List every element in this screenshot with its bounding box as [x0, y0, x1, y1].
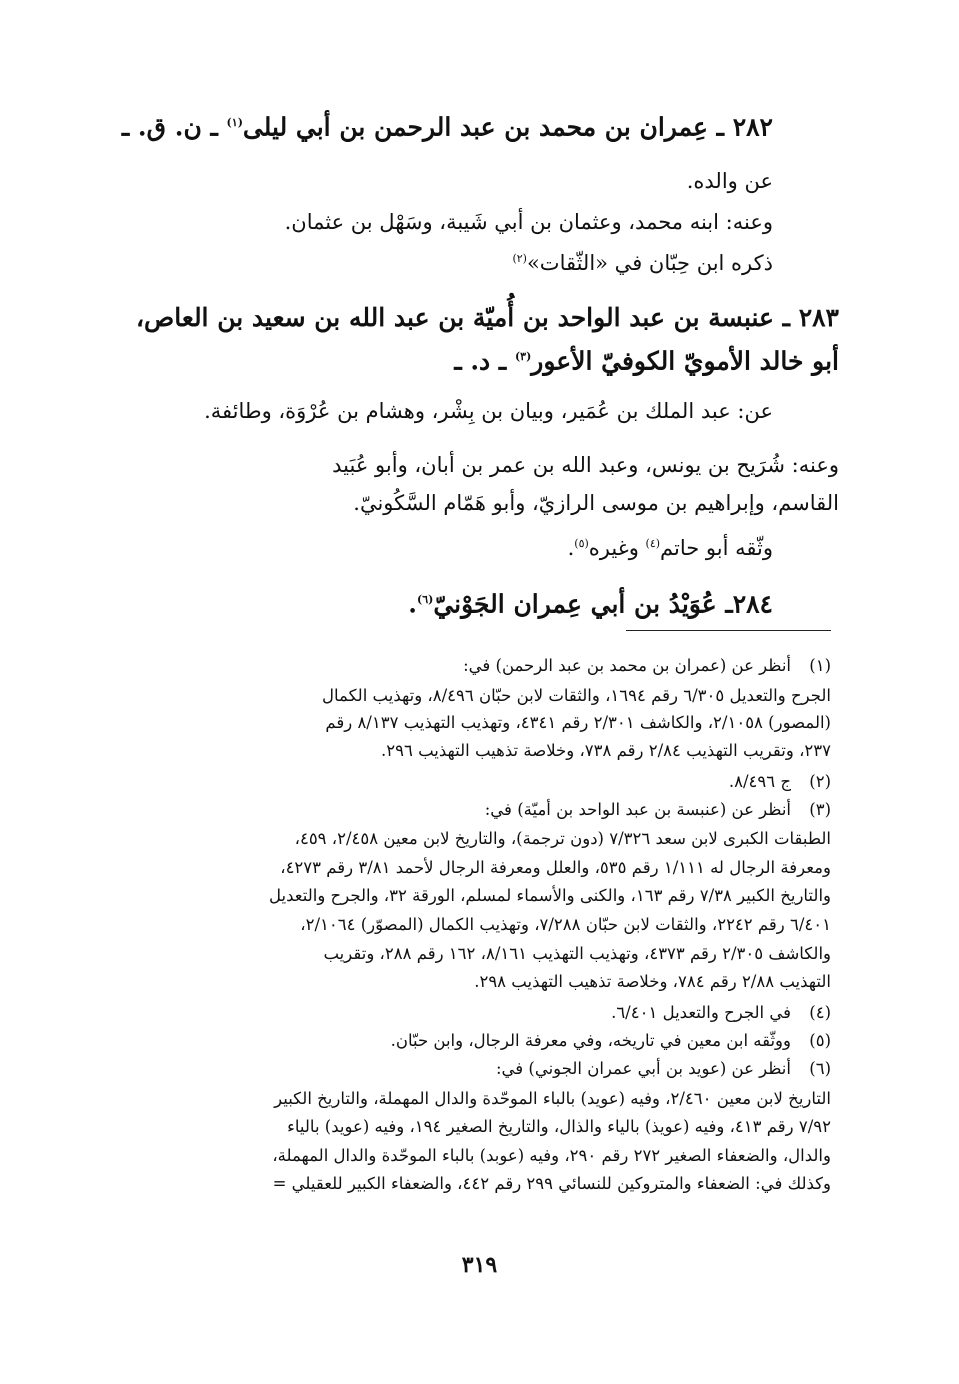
entry-283-line: وثّقه أبو حاتم$^{(٤)}$ وغيره$^{(٥)}$.	[567, 536, 773, 560]
entry-284-title: ٢٨٤ـ عُوَيْدُ بن أبي عِمران الجَوْنيّ$^{(٦)}$.	[408, 589, 773, 619]
footnote-line: الطبقات الكبرى لابن سعد ٧/٣٢٦ (دون ترجمة)، والتاريخ لابن معين ٢/٤٥٨، ٤٥٩،	[294, 829, 831, 848]
entry-283-title-line1: ٢٨٣ ـ عنبسة بن عبد الواحد بن أُميّة بن عبد الله بن سعيد بن العاص،	[135, 303, 839, 332]
footnote-6: (٦)أنظر عن (عويد بن أبي عمران الجوني) في:	[495, 1059, 831, 1078]
footnote-ref: (٤)	[645, 537, 661, 550]
footnote-2: (٢)ج ٨/٤٩٦.	[728, 772, 831, 791]
entry-282-title: ٢٨٢ ـ عِمران بن محمد بن عبد الرحمن بن أبي ليلى$^{(١)}$ ـ ن. ق. ـ	[121, 112, 773, 142]
footnote-4: (٤)في الجرح والتعديل ٦/٤٠١.	[611, 1003, 831, 1022]
footnote-line: الجرح والتعديل ٦/٣٠٥ رقم ١٦٩٤، والثقات لابن حبّان ٨/٤٩٦، وتهذيب الكمال	[322, 686, 831, 705]
footnote-line: ٧/٩٢ رقم ٤١٣، وفيه (عويذ) بالياء والذال، والتاريخ الصغير ١٩٤، وفيه (عويد) بالياء	[287, 1117, 831, 1136]
footnote-line: والدال، والضعفاء الصغير ٢٧٢ رقم ٢٩٠، وفيه (عوبد) بالباء الموحّدة والدال المهملة،	[272, 1146, 831, 1165]
footnote-ref: (٣)	[514, 350, 532, 363]
footnote-line: والكاشف ٢/٣٠٥ رقم ٤٣٧٣، وتهذيب التهذيب ٨/١٦١، ١٦٢ رقم ٢٨٨، وتقريب	[323, 944, 831, 963]
entry-283-line: عن: عبد الملك بن عُمَير، وبيان بن بِشْر، وهشام بن عُرْوَة، وطائفة.	[204, 399, 773, 423]
footnote-ref: (٢)	[512, 252, 527, 265]
footnote-ref: (٦)	[416, 593, 434, 606]
footnote-line: ٢٣٧، وتقريب التهذيب ٢/٨٤ رقم ٧٣٨، وخلاصة تذهيب التهذيب ٢٩٦.	[380, 741, 831, 760]
entry-282-line: وعنه: ابنه محمد، وعثمان بن أبي شَيبة، وسَهْل بن عثمان.	[284, 210, 773, 234]
footnote-separator	[626, 630, 831, 631]
entry-283-line: القاسم، وإبراهيم بن موسى الرازيّ، وأبو هَمّام السَّكُونيّ.	[353, 491, 839, 515]
footnote-line: التهذيب ٢/٨٨ رقم ٧٨٤، وخلاصة تذهيب التهذيب ٢٩٨.	[474, 972, 831, 991]
page-number: ٣١٩	[461, 1252, 498, 1278]
footnote-ref: (٥)	[574, 537, 589, 550]
footnote-ref: (١)	[226, 116, 243, 129]
entry-283-line: وعنه: شُرَيح بن يونس، وعبد الله بن عمر بن أبان، وأبو عُبَيد	[332, 453, 839, 477]
footnote-line: ومعرفة الرجال له ١/١١١ رقم ٥٣٥، والعلل ومعرفة الرجال لأحمد ٣/٨١ رقم ٤٢٧٣،	[280, 858, 831, 877]
footnote-3: (٣)أنظر عن (عنبسة بن عبد الواحد بن أميّة) في:	[484, 800, 831, 819]
entry-282-line: عن والده.	[686, 169, 773, 193]
footnote-line: التاريخ لابن معين ٢/٤٦٠، وفيه (عويد) بالباء الموحّدة والدال المهملة، والتاريخ الكبير	[274, 1089, 831, 1108]
entry-283-title-line2: أبو خالد الأمويّ الكوفيّ الأعور$^{(٣)}$ ـ د. ـ	[454, 346, 839, 376]
footnote-line: ٦/٤٠١ رقم ٢٢٤٢، والثقات لابن حبّان ٧/٢٨٨، وتهذيب الكمال (المصوّر) ٢/١٠٦٤،	[300, 915, 831, 934]
footnote-line: والتاريخ الكبير ٧/٣٨ رقم ١٦٣، والكنى والأسماء لمسلم، الورقة ٣٢، والجرح والتعديل	[269, 886, 831, 905]
entry-282-line: ذكره ابن حِبّان في «الثّقات»$^{(٢)}$	[512, 251, 773, 275]
footnote-line: وكذلك في: الضعفاء والمتروكين للنسائي ٢٩٩ رقم ٤٤٢، والضعفاء الكبير للعقيلي =	[272, 1174, 831, 1193]
footnote-1: (١)أنظر عن (عمران بن محمد بن عبد الرحمن) في:	[463, 656, 831, 675]
footnote-5: (٥)ووثّقه ابن معين في تاريخه، وفي معرفة الرجال، وابن حبّان.	[390, 1031, 831, 1050]
footnote-line: (المصور) ٢/١٠٥٨، والكاشف ٢/٣٠١ رقم ٤٣٤١، وتهذيب التهذيب ٨/١٣٧ رقم	[325, 713, 831, 732]
